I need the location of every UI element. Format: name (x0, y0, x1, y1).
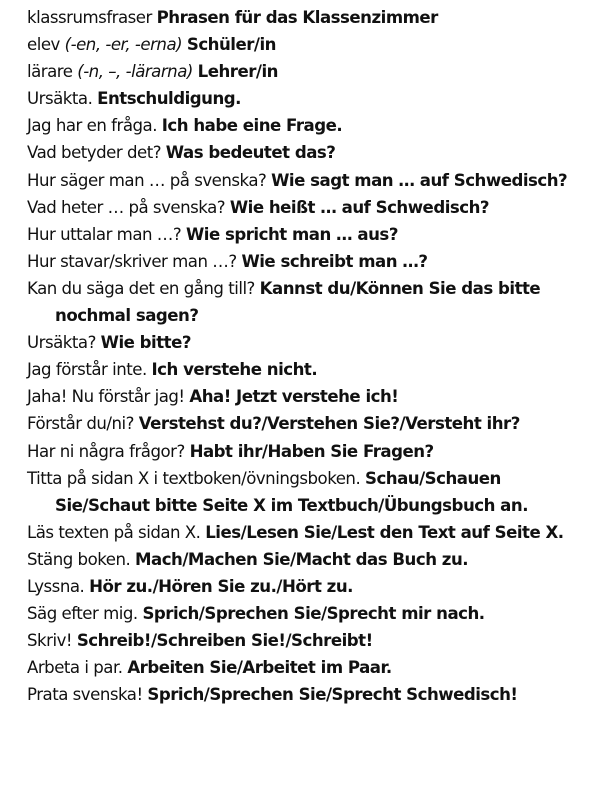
phrase-entry (27, 519, 592, 546)
phrase-entry (27, 356, 592, 383)
phrase-entry (27, 248, 592, 275)
german-phrase: Wie schreibt man …? (241, 251, 428, 271)
german-phrase: Schüler/in (186, 35, 276, 55)
swedish-phrase: klassrumsfraser (27, 8, 157, 27)
german-phrase: Lies/Lesen Sie/Lest den Text auf Seite X. (205, 522, 564, 542)
german-phrase: Wie heißt … auf Schwedisch? (229, 197, 490, 217)
swedish-phrase: (-n, –, -lärarna) (77, 62, 193, 82)
swedish-phrase: Stäng boken. (27, 549, 136, 569)
german-phrase: Schau/Schauen Sie/Schaut bitte Seite X im Textbuch/Übungsbuch an. (55, 468, 528, 515)
swedish-phrase: Titta på sidan X i textboken/övningsboken. (27, 468, 365, 488)
phrase-entry (27, 410, 592, 437)
german-phrase: Was bedeutet das? (165, 143, 336, 163)
swedish-phrase: Förstår du/ni? (27, 414, 139, 434)
phrase-entry (27, 139, 592, 166)
phrase-entry (27, 4, 592, 31)
swedish-phrase: Jaha! Nu förstår jag! (27, 387, 190, 407)
phrase-entry (27, 275, 592, 329)
german-phrase: Entschuldigung. (97, 89, 241, 109)
german-phrase: Verstehst du?/Verstehen Sie?/Versteht ihr? (138, 414, 520, 434)
swedish-phrase: Lyssna. (27, 576, 90, 596)
german-phrase: Schreib!/Schreiben Sie!/Schreibt! (76, 631, 373, 651)
swedish-phrase: Jag förstår inte. (27, 360, 152, 380)
phrase-entry (27, 438, 592, 465)
phrase-entry (27, 194, 592, 221)
swedish-phrase: Vad betyder det? (27, 143, 166, 163)
german-phrase: Sprich/Sprechen Sie/Sprecht mir nach. (142, 604, 485, 624)
phrase-entry (27, 465, 592, 519)
german-phrase: Phrasen für das Klassenzimmer (156, 8, 438, 27)
swedish-phrase: lärare (27, 62, 78, 82)
phrase-entry (27, 627, 592, 654)
german-phrase: Mach/Machen Sie/Macht das Buch zu. (135, 549, 469, 569)
german-phrase: Ich verstehe nicht. (151, 360, 318, 380)
swedish-phrase: Jag har en fråga. (27, 116, 162, 136)
german-phrase: Wie sagt man … auf Schwedisch? (271, 170, 568, 190)
german-phrase: Lehrer/in (197, 62, 278, 82)
swedish-phrase: Arbeta i par. (27, 658, 128, 678)
phrase-entry (27, 58, 592, 85)
phrase-entry (27, 221, 592, 248)
phrase-entry (27, 600, 592, 627)
swedish-phrase: Ursäkta. (27, 89, 98, 109)
german-phrase: Kannst du/Können Sie das bitte nochmal sagen? (55, 278, 541, 326)
swedish-phrase: Prata svenska! (27, 685, 148, 705)
swedish-phrase: Läs texten på sidan X. (27, 522, 206, 542)
swedish-phrase: Hur uttalar man …? (27, 224, 186, 244)
swedish-phrase: Säg efter mig. (27, 604, 143, 624)
phrase-entry (27, 329, 592, 356)
swedish-phrase: Vad heter … på svenska? (27, 197, 230, 217)
swedish-phrase: Hur stavar/skriver man …? (27, 251, 242, 271)
phrase-entry (27, 573, 592, 600)
swedish-phrase: Har ni några frågor? (27, 441, 190, 461)
german-phrase: Sprich/Sprechen Sie/Sprecht Schwedisch! (147, 685, 518, 705)
swedish-phrase: Hur säger man … på svenska? (27, 170, 272, 190)
german-phrase: Arbeiten Sie/Arbeitet im Paar. (127, 658, 392, 678)
german-phrase: Hör zu./Hören Sie zu./Hört zu. (89, 576, 353, 596)
german-phrase: Aha! Jetzt verstehe ich! (189, 387, 399, 407)
phrase-entry (27, 546, 592, 573)
swedish-phrase: (-en, -er, -erna) (64, 35, 183, 55)
phrase-entry (27, 85, 592, 112)
phrase-entry (27, 167, 592, 194)
swedish-phrase: Skriv! (27, 631, 77, 651)
phrase-entry (27, 112, 592, 139)
german-phrase: Ich habe eine Frage. (161, 116, 343, 136)
german-phrase: Wie spricht man … aus? (185, 224, 398, 244)
swedish-phrase: Ursäkta? (27, 333, 101, 353)
german-phrase: Wie bitte? (100, 333, 191, 353)
phrase-entry (27, 654, 592, 681)
swedish-phrase: Kan du säga det en gång till? (27, 278, 260, 298)
german-phrase: Habt ihr/Haben Sie Fragen? (189, 441, 434, 461)
phrase-entry (27, 681, 592, 708)
swedish-phrase: elev (27, 35, 65, 55)
phrase-entry (27, 383, 592, 410)
phrase-entry (27, 31, 592, 58)
